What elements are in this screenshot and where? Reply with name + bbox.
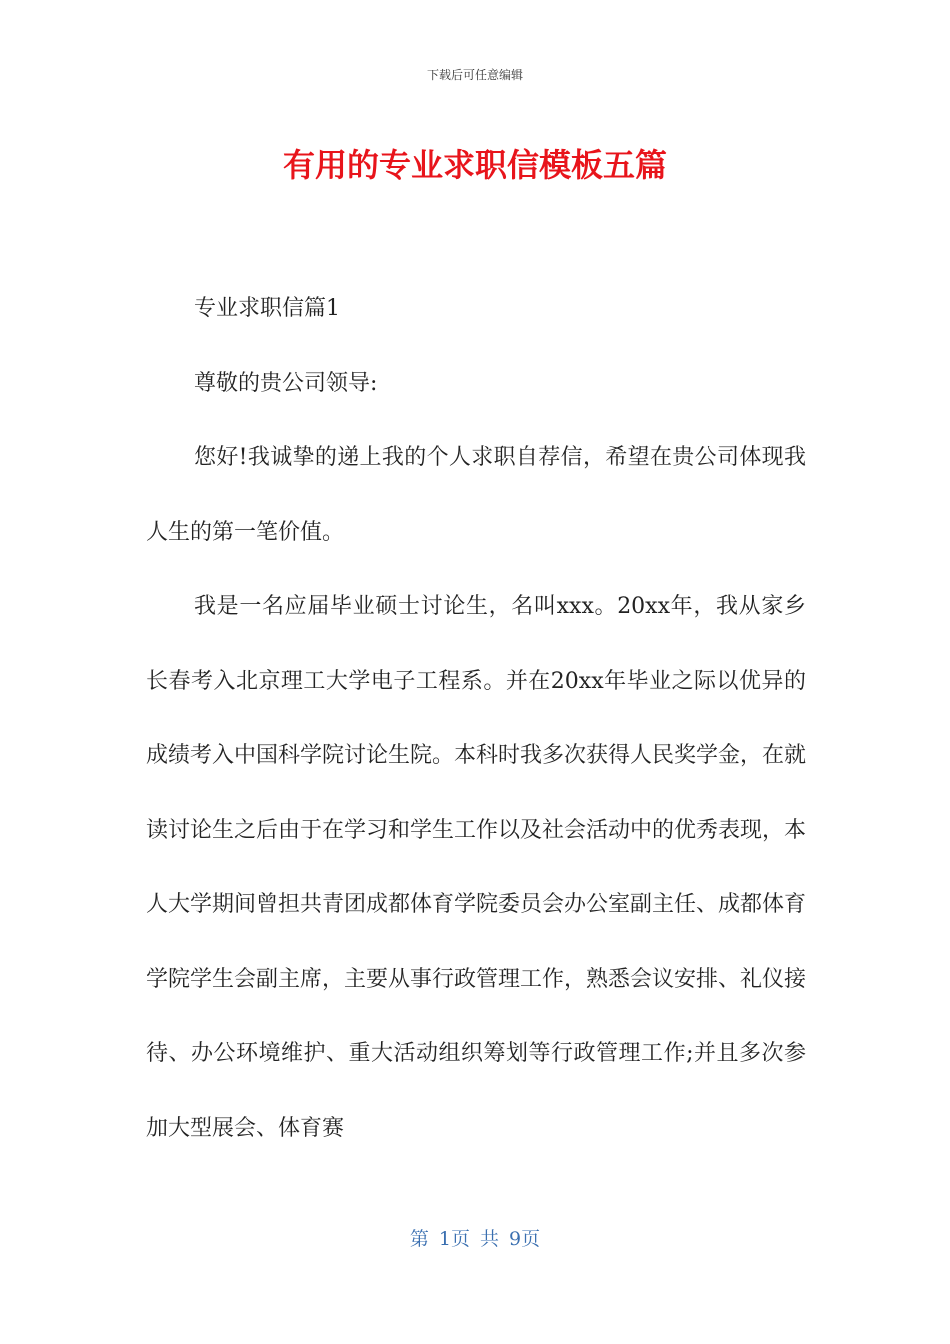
paragraph-introduction: 我是一名应届毕业硕士讨论生，名叫xxx。20xx年，我从家乡长春考入北京理工大学电子工程系。并在20xx年毕业之际以优异的成绩考入中国科学院讨论生院。本科时我多次获得人民奖学金，在就读讨论生之后由于在学习和学生工作以及社会活动中的优秀表现，本人大学期间曾担共青团成都体育学院委员会办公室副主任、成都体育学院学生会副主席，主要从事行政管理工作，熟悉会议安排、礼仪接待、办公环境维护、重大活动组织筹划等行政管理工作;并且多次参加大型展会、体育赛 — [146, 594, 807, 1141]
document-body — [146, 272, 806, 1166]
paragraph-salutation: 尊敬的贵公司领导: — [194, 370, 378, 396]
paragraph-greeting: 您好!我诚挚的递上我的个人求职自荐信，希望在贵公司体现我人生的第一笔价值。 — [146, 445, 806, 545]
paragraph-section-heading: 专业求职信篇1 — [194, 296, 340, 321]
document-title: 有用的专业求职信模板五篇 — [282, 146, 667, 184]
page-number-footer: 第 1页 共 9页 — [409, 1228, 541, 1250]
header-note: 下载后可任意编辑 — [426, 68, 523, 82]
